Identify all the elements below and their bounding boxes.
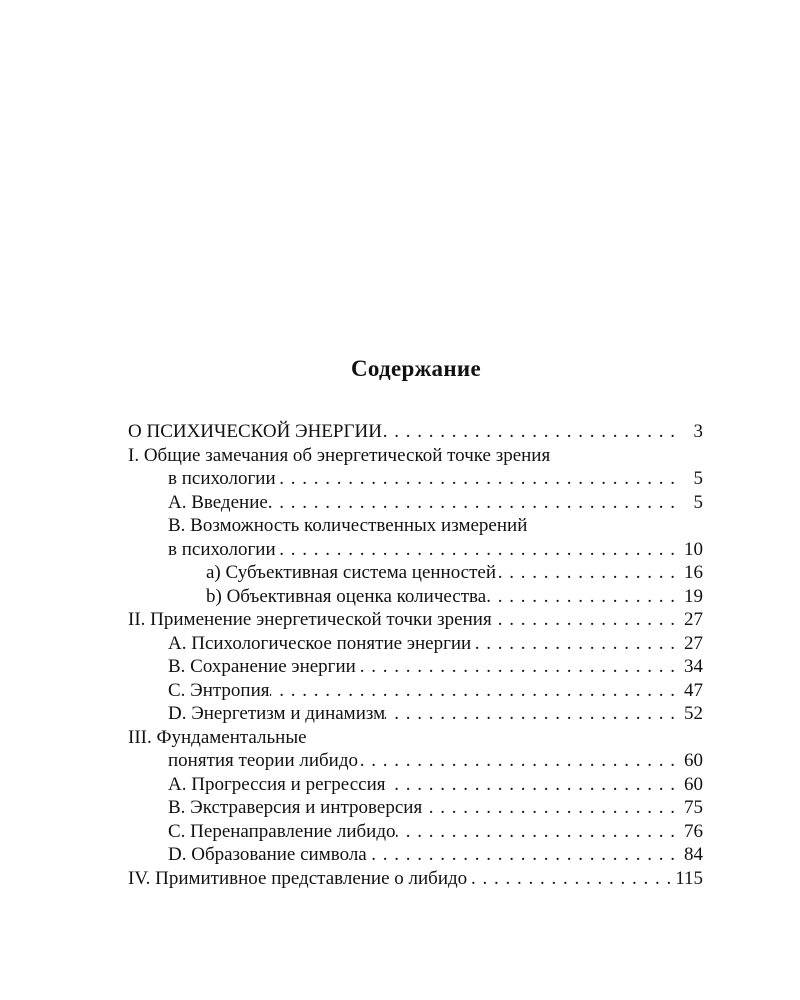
toc-leader-dots	[492, 608, 675, 632]
toc-entry	[128, 820, 703, 844]
toc-entry-title: D. Образование символа	[168, 844, 367, 865]
toc-entry	[128, 632, 703, 656]
toc-page-number: 47	[684, 679, 703, 701]
toc-entry-title: В. Экстраверсия и интроверсия	[168, 797, 423, 818]
toc-leader-dots	[367, 843, 675, 867]
toc-entry-title: А. Введение	[168, 491, 268, 513]
toc-page-number: 27	[684, 609, 703, 630]
table-of-contents	[128, 420, 703, 890]
toc-leader-dots	[358, 749, 675, 773]
toc-entry	[128, 796, 703, 820]
toc-entry-title: а) Субъективная система ценностей	[206, 562, 497, 583]
toc-entry-title: С. Перенаправление либидо	[168, 820, 396, 842]
toc-page-number: 60	[684, 750, 703, 771]
toc-page-number: 16	[684, 562, 703, 583]
toc-leader-dots	[496, 561, 675, 585]
toc-leader-dots	[276, 467, 675, 491]
toc-leader-dots	[385, 702, 675, 726]
toc-entry-title: А. Прогрессия и регрессия	[168, 773, 386, 795]
toc-entry	[128, 749, 703, 773]
toc-page-number: 34	[684, 656, 703, 677]
toc-page-number: 27	[684, 632, 703, 654]
toc-page-number: 5	[693, 491, 703, 513]
toc-leader-dots	[270, 679, 676, 703]
page-title: Содержание	[351, 356, 481, 381]
toc-entry-title: II. Применение энергетической точки зрения	[128, 609, 492, 630]
toc-page-number: 3	[693, 421, 703, 442]
toc-page-number: 52	[684, 703, 703, 724]
toc-page-number: 19	[684, 585, 703, 607]
toc-page-number: 75	[684, 797, 703, 818]
toc-leader-dots	[276, 538, 675, 562]
toc-leader-dots	[356, 655, 675, 679]
toc-leader-dots	[486, 585, 675, 609]
toc-entry	[128, 538, 703, 562]
toc-leader-dots	[396, 820, 675, 844]
toc-entry-title: понятия теории либидо	[168, 750, 359, 771]
toc-leader-dots	[268, 491, 675, 515]
toc-entry	[128, 491, 703, 515]
toc-entry-title: С. Энтропия	[168, 679, 270, 701]
toc-leader-dots	[422, 796, 675, 820]
toc-entry-title: IV. Примитивное представление о либидо	[128, 867, 468, 889]
toc-page-number: 76	[684, 820, 703, 842]
toc-entry	[128, 561, 703, 585]
toc-entry	[128, 444, 703, 468]
toc-entry	[128, 726, 703, 750]
toc-entry	[128, 843, 703, 867]
toc-leader-dots	[382, 420, 675, 444]
toc-leader-dots	[386, 773, 676, 797]
toc-entry	[128, 514, 703, 538]
toc-entry	[128, 679, 703, 703]
toc-entry-title: b) Объективная оценка количества	[206, 585, 487, 607]
toc-entry	[128, 867, 703, 891]
toc-leader-dots	[467, 867, 671, 891]
toc-page-number: 5	[693, 468, 703, 489]
toc-entry-title: А. Психологическое понятие энергии	[168, 632, 472, 654]
toc-page-number: 10	[684, 538, 703, 560]
toc-entry-title: D. Энергетизм и динамизм	[168, 703, 386, 724]
toc-page-number: 84	[684, 844, 703, 865]
toc-entry-title: В. Возможность количественных измерений	[168, 515, 528, 536]
toc-entry	[128, 467, 703, 491]
toc-entry	[128, 702, 703, 726]
toc-entry	[128, 773, 703, 797]
toc-page-number: 60	[684, 773, 703, 795]
toc-entry-title: О ПСИХИЧЕСКОЙ ЭНЕРГИИ	[128, 421, 382, 442]
toc-page-number: 115	[675, 867, 703, 889]
toc-entry-title: I. Общие замечания об энергетической точке зрения	[128, 444, 551, 466]
toc-entry-title: В. Сохранение энергии	[168, 656, 356, 677]
toc-entry	[128, 585, 703, 609]
toc-entry	[128, 608, 703, 632]
toc-entry-title: III. Фундаментальные	[128, 726, 307, 748]
toc-entry-title: в психологии	[168, 468, 276, 489]
toc-entry-title: в психологии	[168, 538, 276, 560]
toc-entry	[128, 420, 703, 444]
toc-leader-dots	[471, 632, 675, 656]
toc-entry	[128, 655, 703, 679]
